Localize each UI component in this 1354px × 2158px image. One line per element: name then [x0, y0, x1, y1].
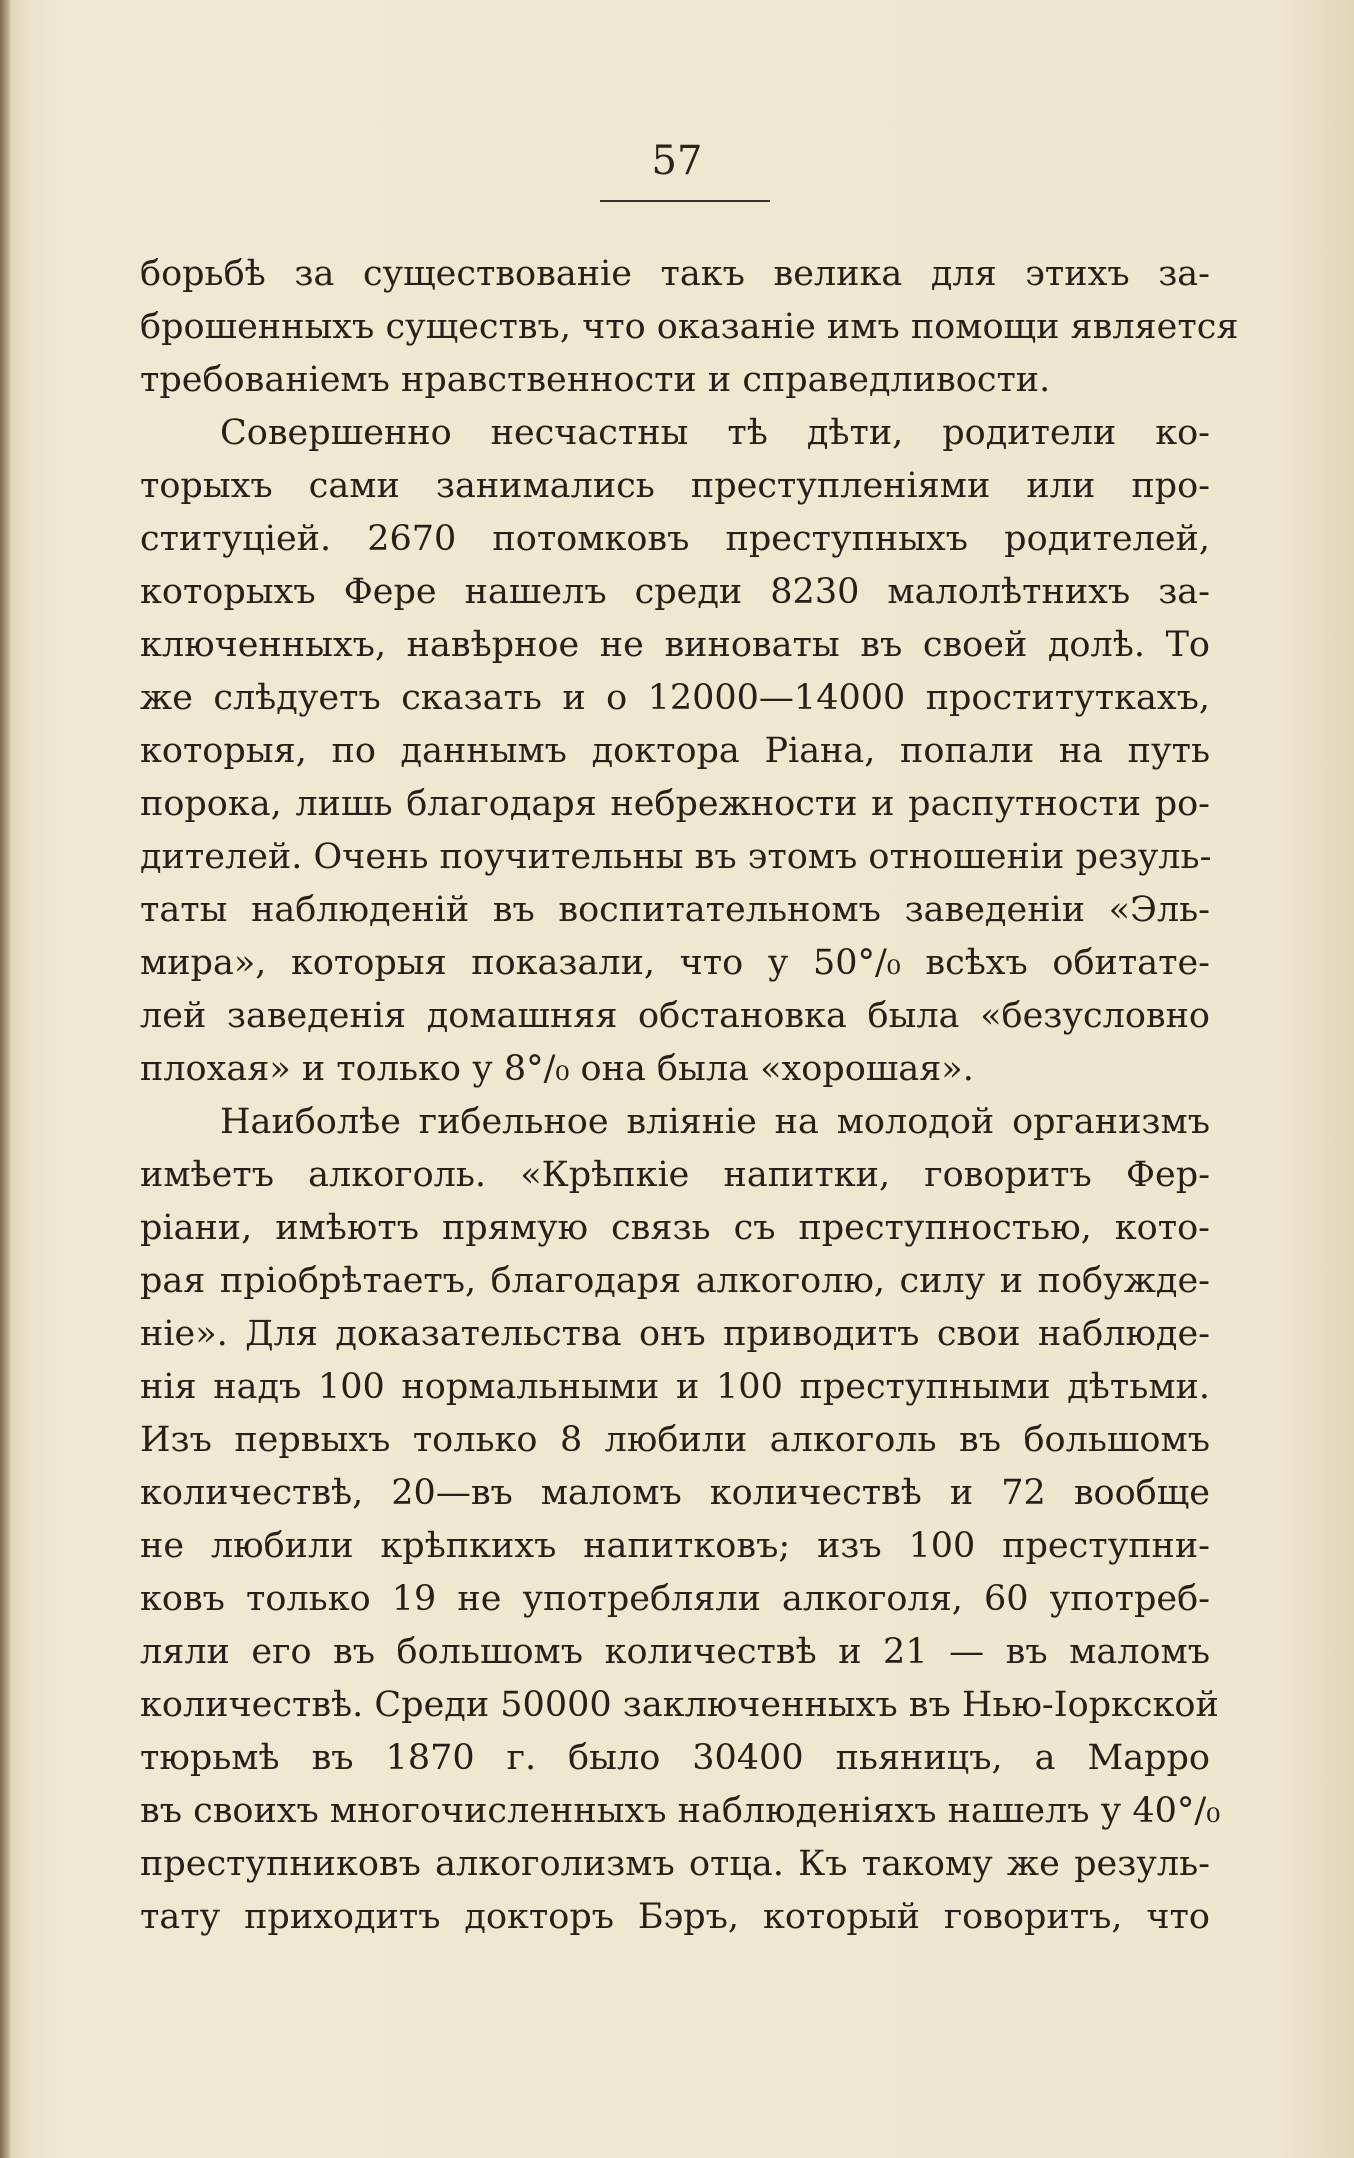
text-line: дителей. Очень поучительны въ этомъ отношеніи резуль-	[140, 837, 1212, 877]
text-line: не любили крѣпкихъ напитковъ; изъ 100 преступни-	[140, 1526, 1210, 1566]
text-line: торыхъ сами занимались преступленіями или про-	[140, 466, 1210, 506]
text-line: Изъ первыхъ только 8 любили алкоголь въ большомъ	[140, 1420, 1210, 1460]
text-line: плохая» и только у 8°/₀ она была «хорошая».	[140, 1049, 974, 1089]
header-rule	[600, 200, 770, 202]
text-line: тату приходитъ докторъ Бэръ, который говоритъ, что	[140, 1897, 1210, 1937]
text-line: ковъ только 19 не употребляли алкоголя, 60 употреб-	[140, 1579, 1210, 1619]
text-line: борьбѣ за существованіе такъ велика для этихъ за-	[140, 254, 1210, 294]
text-line: которыя, по даннымъ доктора Ріана, попали на путь	[140, 731, 1210, 771]
text-line: ляли его въ большомъ количествѣ и 21 — въ маломъ	[140, 1632, 1210, 1672]
text-line: имѣетъ алкоголь. «Крѣпкіе напитки, говоритъ Фер-	[140, 1155, 1210, 1195]
page-number: 57	[651, 138, 703, 184]
text-line: количествѣ, 20—въ маломъ количествѣ и 72 вообще	[140, 1473, 1210, 1513]
text-line: которыхъ Фере нашелъ среди 8230 малолѣтнихъ за-	[140, 572, 1210, 612]
text-line: же слѣдуетъ сказать и о 12000—14000 проституткахъ,	[140, 678, 1210, 718]
text-line: ніе». Для доказательства онъ приводитъ свои наблюде-	[140, 1314, 1210, 1354]
body-text	[140, 248, 1239, 1944]
text-line: ріани, имѣютъ прямую связь съ преступностью, кото-	[140, 1208, 1210, 1248]
text-line: количествѣ. Среди 50000 заключенныхъ въ Нью-Іоркской	[140, 1685, 1219, 1725]
text-line: нія надъ 100 нормальными и 100 преступными дѣтьми.	[140, 1367, 1210, 1407]
text-line: Совершенно несчастны тѣ дѣти, родители ко-	[220, 413, 1210, 453]
text-line: рая пріобрѣтаетъ, благодаря алкоголю, силу и побужде-	[140, 1261, 1210, 1301]
page-edge-shadow	[0, 0, 10, 2158]
text-line: преступниковъ алкоголизмъ отца. Къ такому же резуль-	[140, 1844, 1210, 1884]
text-line: требованіемъ нравственности и справедливости.	[140, 360, 1051, 400]
text-line: Наиболѣе гибельное вліяніе на молодой организмъ	[220, 1102, 1210, 1142]
text-line: лей заведенія домашняя обстановка была «безусловно	[140, 996, 1210, 1036]
text-line: мира», которыя показали, что у 50°/₀ всѣхъ обитате-	[140, 943, 1210, 983]
text-line: брошенныхъ существъ, что оказаніе имъ помощи является	[140, 307, 1239, 347]
text-line: въ своихъ многочисленныхъ наблюденіяхъ нашелъ у 40°/₀	[140, 1791, 1221, 1831]
text-line: ключенныхъ, навѣрное не виноваты въ своей долѣ. То	[140, 625, 1210, 665]
text-line: тюрьмѣ въ 1870 г. было 30400 пьяницъ, а Марро	[140, 1738, 1210, 1778]
text-line: порока, лишь благодаря небрежности и распутности ро-	[140, 784, 1210, 824]
text-line: таты наблюденій въ воспитательномъ заведеніи «Эль-	[140, 890, 1210, 930]
text-line: ституціей. 2670 потомковъ преступныхъ родителей,	[140, 519, 1210, 559]
